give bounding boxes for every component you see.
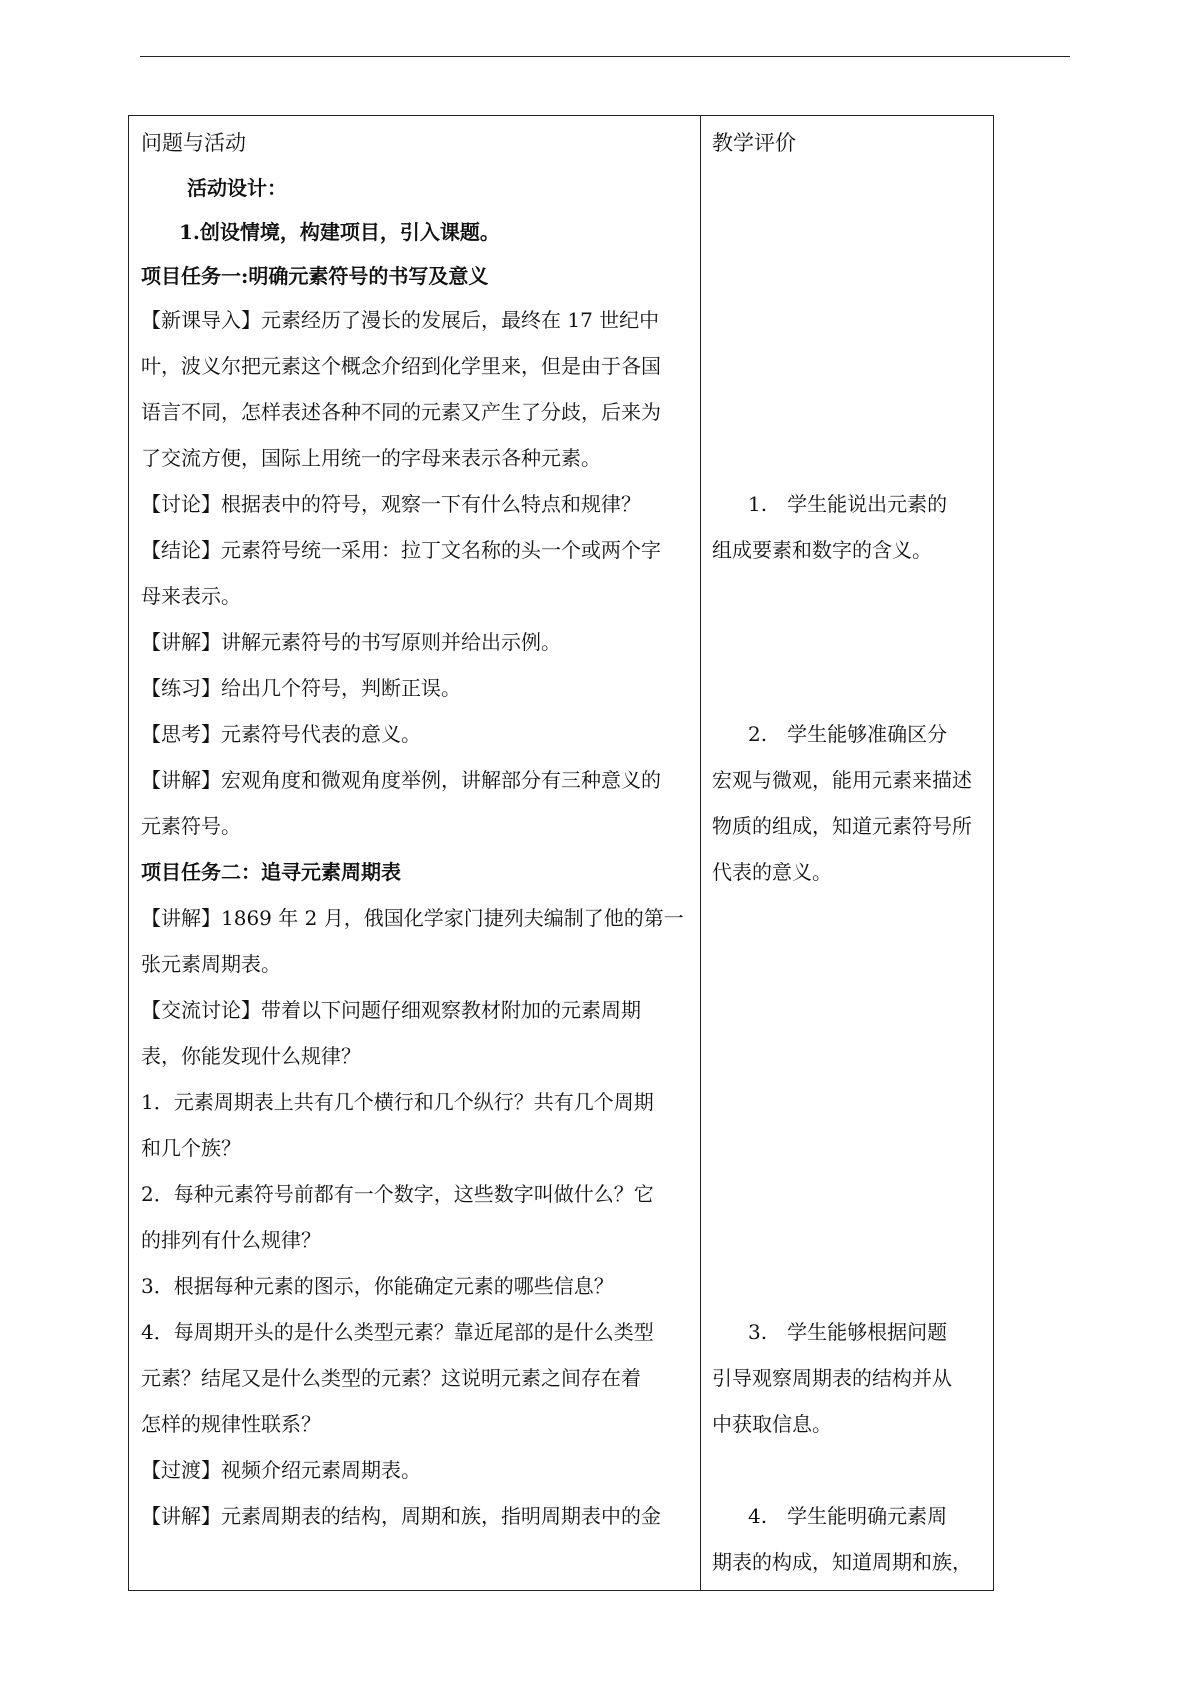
- task-two-title: 项目任务二：追寻元素周期表: [141, 860, 401, 884]
- text-line: 【交流讨论】带着以下问题仔细观察教材附加的元素周期: [141, 998, 641, 1022]
- text-line: 怎样的规律性联系？: [141, 1412, 321, 1436]
- question-one: 1．元素周期表上共有几个横行和几个纵行？共有几个周期: [141, 1090, 654, 1114]
- text-line: 组成要素和数字的含义。: [712, 538, 932, 562]
- text-line: 的排列有什么规律？: [141, 1228, 321, 1252]
- text-line: 【过渡】视频介绍元素周期表。: [141, 1458, 421, 1482]
- text-line: 【思考】元素符号代表的意义。: [141, 722, 421, 746]
- evaluation-item-1: 1. 学生能说出元素的: [748, 492, 948, 516]
- evaluation-item-4: 4. 学生能明确元素周: [748, 1504, 948, 1528]
- evaluation-heading: 教学评价: [712, 131, 796, 155]
- text-line: 叶，波义尔把元素这个概念介绍到化学里来，但是由于各国: [141, 354, 661, 378]
- header-rule: [140, 56, 1070, 57]
- text-line: 表，你能发现什么规律？: [141, 1044, 361, 1068]
- text-line: 【讲解】宏观角度和微观角度举例，讲解部分有三种意义的: [141, 768, 661, 792]
- text-line: 【讲解】1869 年 2 月，俄国化学家门捷列夫编制了他的第一: [141, 906, 684, 930]
- text-line: 【讨论】根据表中的符号，观察一下有什么特点和规律？: [141, 492, 641, 516]
- text-line: 代表的意义。: [712, 860, 832, 884]
- text-line: 了交流方便，国际上用统一的字母来表示各种元素。: [141, 446, 601, 470]
- text-line: 语言不同，怎样表述各种不同的元素又产生了分歧，后来为: [141, 400, 661, 424]
- evaluation-item-2: 2. 学生能够准确区分: [748, 722, 948, 746]
- activity-design-label: 活动设计：: [187, 176, 287, 200]
- question-four: 4．每周期开头的是什么类型元素？靠近尾部的是什么类型: [141, 1320, 654, 1344]
- text-line: 物质的组成，知道元素符号所: [712, 814, 972, 838]
- task-one-title: 项目任务一:明确元素符号的书写及意义: [141, 264, 489, 288]
- text-line: 元素符号。: [141, 814, 241, 838]
- text-line: 【练习】给出几个符号，判断正误。: [141, 676, 461, 700]
- question-two: 2．每种元素符号前都有一个数字，这些数字叫做什么？它: [141, 1182, 654, 1206]
- text-line: 【讲解】讲解元素符号的书写原则并给出示例。: [141, 630, 561, 654]
- text-line: 期表的构成，知道周期和族，: [712, 1550, 972, 1574]
- text-line: 中获取信息。: [712, 1412, 832, 1436]
- column-divider: [700, 116, 701, 1590]
- activities-heading: 问题与活动: [141, 131, 246, 155]
- text-line: 【讲解】元素周期表的结构，周期和族，指明周期表中的金: [141, 1504, 661, 1528]
- text-line: 母来表示。: [141, 584, 241, 608]
- text-line: 【结论】元素符号统一采用：拉丁文名称的头一个或两个字: [141, 538, 661, 562]
- text-line: 引导观察周期表的结构并从: [712, 1366, 952, 1390]
- question-three: 3．根据每种元素的图示，你能确定元素的哪些信息？: [141, 1274, 614, 1298]
- lesson-plan-table: [128, 115, 994, 1591]
- text-line: 和几个族？: [141, 1136, 241, 1160]
- text-line: 张元素周期表。: [141, 952, 281, 976]
- evaluation-item-3: 3. 学生能够根据问题: [748, 1320, 948, 1344]
- text-line: 元素？结尾又是什么类型的元素？这说明元素之间存在着: [141, 1366, 641, 1390]
- text-line: 宏观与微观，能用元素来描述: [712, 768, 972, 792]
- intro-step: 1.创设情境，构建项目，引入课题。: [179, 220, 500, 244]
- text-line: 【新课导入】元素经历了漫长的发展后，最终在 17 世纪中: [141, 308, 660, 332]
